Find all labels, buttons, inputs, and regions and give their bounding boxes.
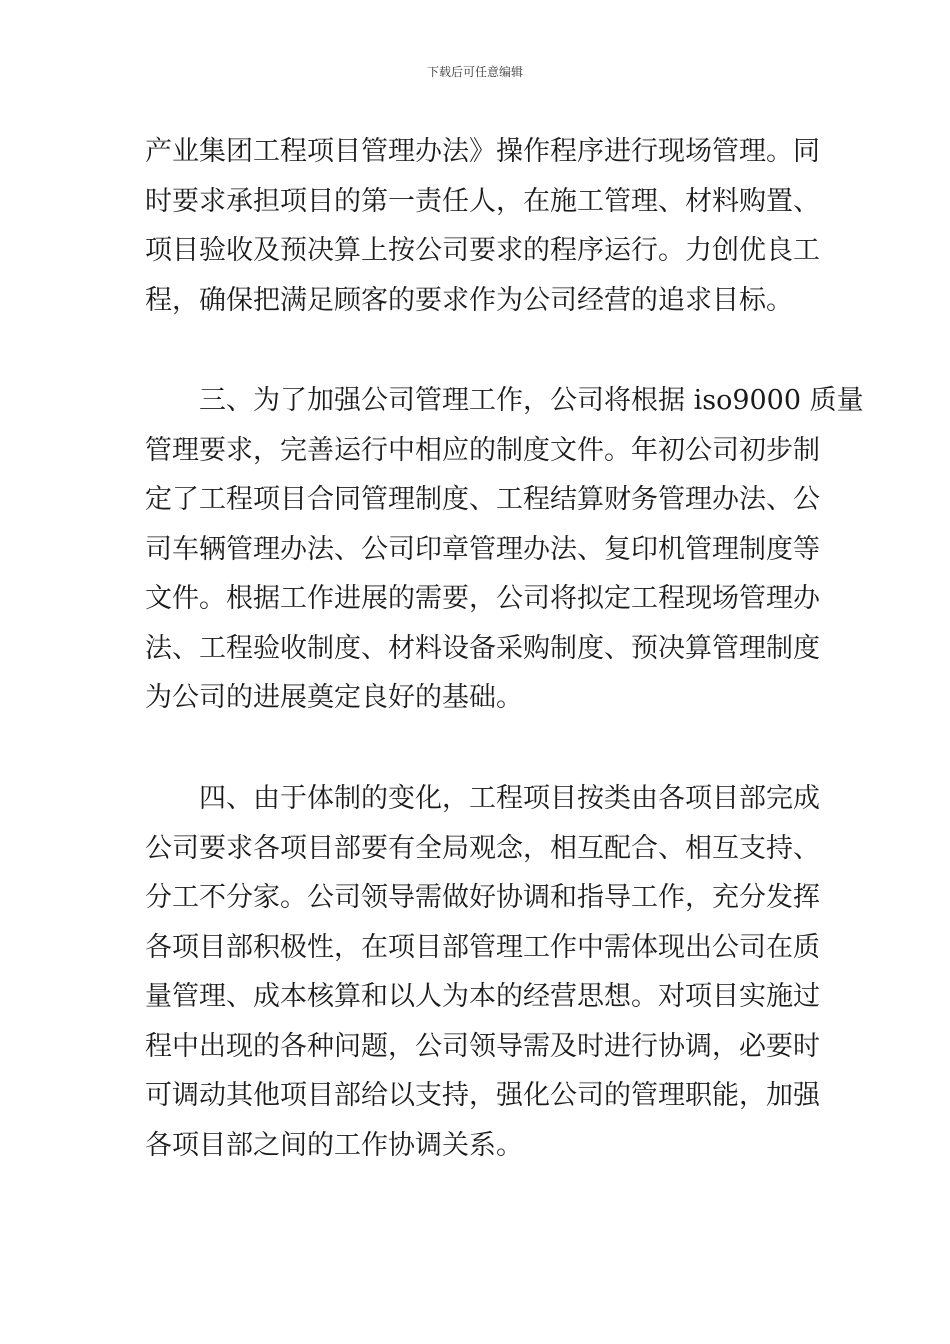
page-header: 下载后可任意编辑 xyxy=(426,65,523,79)
text-line: 管理要求，完善运行中相应的制度文件。年初公司初步制 xyxy=(145,434,820,466)
text-line: 为公司的进展奠定良好的基础。 xyxy=(145,682,523,713)
text-line: 公司要求各项目部要有全局观念，相互配合、相互支持、 xyxy=(145,832,820,864)
text-line: 各项目部积极性，在项目部管理工作中需体现出公司在质 xyxy=(145,931,820,963)
text-line: 文件。根据工作进展的需要，公司将拟定工程现场管理办 xyxy=(145,583,820,614)
text-line: 程，确保把满足顾客的要求作为公司经营的追求目标。 xyxy=(145,284,793,316)
paragraph-section-three xyxy=(145,376,864,723)
text-line: 时要求承担项目的第一责任人，在施工管理、材料购置、 xyxy=(145,185,820,217)
text-line: 四、由于体制的变化，工程项目按类由各项目部完成 xyxy=(199,783,820,814)
paragraph-continuation xyxy=(145,127,820,325)
text-line: 量管理、成本核算和以人为本的经营思想。对项目实施过 xyxy=(145,981,820,1012)
paragraph-section-four xyxy=(145,774,820,1170)
text-line: 程中出现的各种问题，公司领导需及时进行协调，必要时 xyxy=(145,1030,820,1062)
text-line: 各项目部之间的工作协调关系。 xyxy=(145,1129,523,1161)
text-line: 定了工程项目合同管理制度、工程结算财务管理办法、公 xyxy=(145,484,820,515)
text-line: 司车辆管理办法、公司印章管理办法、复印机管理制度等 xyxy=(145,533,820,565)
text-line: 分工不分家。公司领导需做好协调和指导工作，充分发挥 xyxy=(145,882,820,913)
text-line: 可调动其他项目部给以支持，强化公司的管理职能，加强 xyxy=(145,1080,820,1111)
text-line: 法、工程验收制度、材料设备采购制度、预决算管理制度 xyxy=(145,632,820,664)
text-line: 项目验收及预决算上按公司要求的程序运行。力创优良工 xyxy=(145,235,820,266)
text-line: 产业集团工程项目管理办法》操作程序进行现场管理。同 xyxy=(145,136,820,167)
text-line: 三、为了加强公司管理工作，公司将根据 iso9000 质量 xyxy=(199,385,864,416)
